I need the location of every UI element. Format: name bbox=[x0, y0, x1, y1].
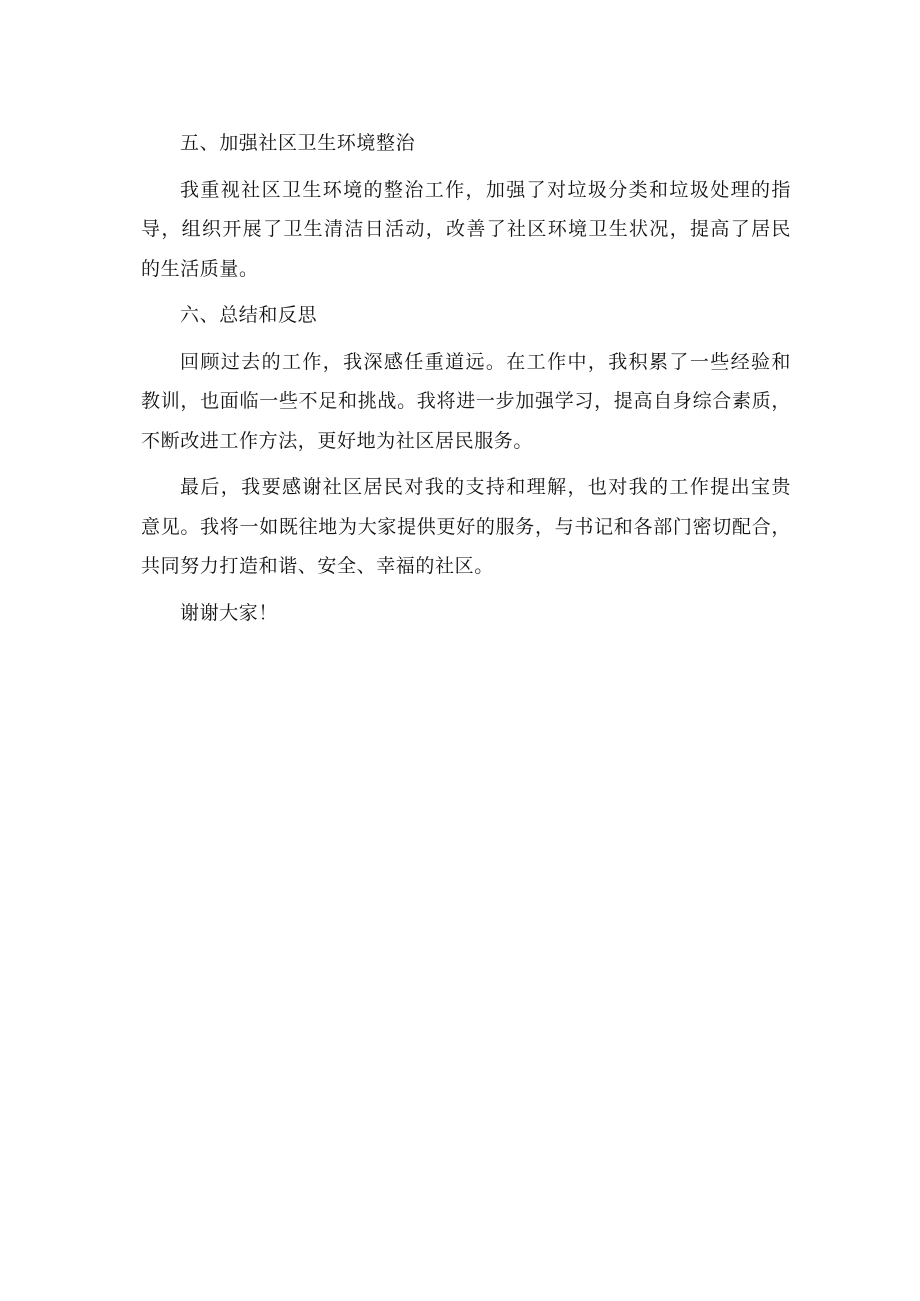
paragraph-line: 的生活质量。 bbox=[141, 257, 259, 280]
section-heading: 五、加强社区卫生环境整治 bbox=[180, 132, 416, 154]
document-body bbox=[141, 124, 791, 633]
paragraph-line: 共同努力打造和谐、安全、幸福的社区。 bbox=[141, 555, 494, 577]
paragraph-line: 我重视社区卫生环境的整治工作，加强了对垃圾分类和垃圾处理的指 bbox=[180, 178, 791, 201]
section-heading: 六、总结和反思 bbox=[180, 304, 318, 326]
paragraph-line: 教训，也面临一些不足和挑战。我将进一步加强学习，提高自身综合素质， bbox=[141, 390, 791, 412]
closing-text: 谢谢大家！ bbox=[180, 601, 279, 624]
paragraph bbox=[141, 343, 791, 462]
paragraph-line: 导，组织开展了卫生清洁日活动，改善了社区环境卫生状况，提高了居民 bbox=[141, 218, 791, 240]
paragraph-line: 最后，我要感谢社区居民对我的支持和理解，也对我的工作提出宝贵 bbox=[180, 476, 791, 498]
paragraph bbox=[141, 468, 791, 587]
paragraph-line: 不断改进工作方法，更好地为社区居民服务。 bbox=[141, 429, 534, 452]
paragraph bbox=[141, 171, 791, 290]
paragraph-line: 意见。我将一如既往地为大家提供更好的服务，与书记和各部门密切配合， bbox=[141, 515, 791, 538]
paragraph-line: 回顾过去的工作，我深感任重道远。在工作中，我积累了一些经验和 bbox=[180, 350, 791, 373]
